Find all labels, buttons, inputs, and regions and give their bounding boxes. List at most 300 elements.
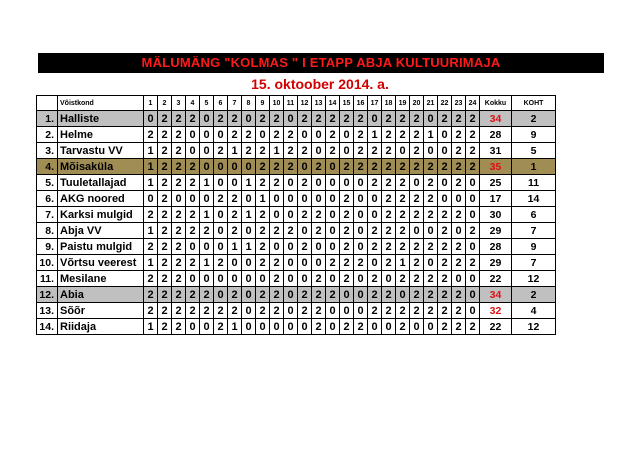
score-cell: 2 [410,207,424,223]
score-cell: 1 [270,143,284,159]
score-cell: 0 [284,111,298,127]
header-round-2: 2 [158,96,172,111]
score-cell: 2 [270,159,284,175]
score-cell: 1 [242,207,256,223]
score-cell: 2 [382,207,396,223]
score-cell: 0 [242,159,256,175]
score-cell: 1 [242,239,256,255]
score-cell: 0 [368,319,382,335]
score-cell: 2 [382,287,396,303]
score-cell: 0 [242,287,256,303]
score-cell: 2 [410,239,424,255]
score-cell: 2 [186,207,200,223]
score-cell: 0 [228,175,242,191]
score-cell: 2 [158,111,172,127]
score-cell: 2 [382,239,396,255]
score-cell: 2 [452,127,466,143]
header-place: KOHT [512,96,556,111]
score-cell: 0 [424,255,438,271]
score-cell: 1 [396,255,410,271]
total-score: 34 [480,111,512,127]
score-cell: 1 [242,175,256,191]
score-cell: 0 [326,191,340,207]
score-cell: 2 [256,223,270,239]
score-cell: 0 [200,143,214,159]
row-number: 3. [37,143,58,159]
score-cell: 1 [200,175,214,191]
score-cell: 2 [368,143,382,159]
score-cell: 2 [326,127,340,143]
score-cell: 2 [284,223,298,239]
score-cell: 2 [396,319,410,335]
score-cell: 0 [186,319,200,335]
score-cell: 2 [200,223,214,239]
place-rank: 2 [512,111,556,127]
score-cell: 0 [284,175,298,191]
score-cell: 2 [396,239,410,255]
score-cell: 2 [466,319,480,335]
score-cell: 2 [340,223,354,239]
row-number: 11. [37,271,58,287]
score-cell: 2 [382,143,396,159]
score-cell: 0 [466,271,480,287]
score-cell: 1 [228,143,242,159]
score-cell: 2 [354,159,368,175]
score-cell: 2 [424,191,438,207]
score-cell: 2 [438,255,452,271]
score-cell: 2 [186,287,200,303]
row-number: 9. [37,239,58,255]
total-score: 25 [480,175,512,191]
score-cell: 0 [242,303,256,319]
team-name: Võrtsu veerest [58,255,144,271]
score-cell: 0 [340,143,354,159]
score-cell: 0 [242,223,256,239]
score-cell: 2 [228,191,242,207]
score-cell: 0 [340,303,354,319]
table-row [37,207,556,223]
score-cell: 2 [438,319,452,335]
score-cell: 0 [326,239,340,255]
header-round-18: 18 [382,96,396,111]
score-cell: 0 [312,175,326,191]
score-cell: 0 [424,111,438,127]
score-cell: 0 [466,175,480,191]
score-cell: 2 [424,207,438,223]
table-row [37,239,556,255]
score-cell: 2 [228,111,242,127]
header-round-12: 12 [298,96,312,111]
score-cell: 0 [256,271,270,287]
score-cell: 2 [340,239,354,255]
score-cell: 2 [158,255,172,271]
header-round-14: 14 [326,96,340,111]
score-cell: 2 [368,271,382,287]
score-cell: 0 [368,207,382,223]
score-cell: 2 [256,111,270,127]
score-cell: 2 [172,271,186,287]
table-row [37,159,556,175]
score-cell: 0 [326,207,340,223]
score-cell: 2 [410,255,424,271]
score-cell: 0 [270,239,284,255]
total-score: 29 [480,255,512,271]
header-round-3: 3 [172,96,186,111]
total-score: 31 [480,143,512,159]
score-cell: 0 [214,223,228,239]
score-cell: 0 [326,159,340,175]
score-cell: 2 [200,303,214,319]
score-cell: 0 [312,191,326,207]
place-rank: 1 [512,159,556,175]
score-cell: 2 [270,127,284,143]
score-cell: 2 [172,223,186,239]
score-cell: 2 [354,255,368,271]
score-cell: 2 [340,159,354,175]
team-name: AKG noored [58,191,144,207]
score-cell: 0 [424,319,438,335]
score-cell: 2 [424,175,438,191]
score-cell: 2 [312,111,326,127]
place-rank: 11 [512,175,556,191]
team-name: Riidaja [58,319,144,335]
score-cell: 0 [354,191,368,207]
score-cell: 2 [354,143,368,159]
score-cell: 0 [214,239,228,255]
score-cell: 0 [200,191,214,207]
score-cell: 0 [326,223,340,239]
score-cell: 2 [382,175,396,191]
score-cell: 0 [466,207,480,223]
score-cell: 2 [368,223,382,239]
total-score: 17 [480,191,512,207]
score-cell: 0 [438,175,452,191]
score-cell: 0 [438,191,452,207]
score-cell: 2 [354,127,368,143]
score-cell: 0 [382,271,396,287]
score-cell: 0 [298,159,312,175]
score-cell: 2 [382,159,396,175]
score-cell: 0 [298,223,312,239]
score-cell: 2 [312,207,326,223]
header-total: Kokku [480,96,512,111]
score-cell: 2 [452,287,466,303]
score-cell: 2 [326,111,340,127]
score-cell: 0 [466,303,480,319]
score-cell: 0 [214,271,228,287]
score-cell: 2 [466,143,480,159]
score-cell: 0 [200,111,214,127]
score-cell: 0 [284,255,298,271]
score-cell: 0 [340,175,354,191]
score-cell: 0 [326,303,340,319]
score-cell: 2 [214,143,228,159]
score-cell: 0 [242,191,256,207]
score-cell: 0 [340,127,354,143]
total-score: 30 [480,207,512,223]
score-cell: 0 [200,271,214,287]
score-cell: 2 [340,111,354,127]
score-cell: 2 [186,159,200,175]
score-cell: 2 [270,255,284,271]
score-cell: 2 [256,255,270,271]
score-cell: 2 [144,239,158,255]
score-cell: 2 [186,303,200,319]
score-cell: 2 [410,111,424,127]
score-cell: 0 [354,175,368,191]
score-cell: 2 [438,303,452,319]
score-cell: 2 [214,303,228,319]
header-round-23: 23 [452,96,466,111]
table-row [37,191,556,207]
score-cell: 2 [368,287,382,303]
score-cell: 0 [214,127,228,143]
place-rank: 9 [512,239,556,255]
score-cell: 2 [466,111,480,127]
score-cell: 2 [158,223,172,239]
header-round-24: 24 [466,96,480,111]
score-cell: 0 [214,207,228,223]
total-score: 22 [480,319,512,335]
score-cell: 2 [214,191,228,207]
score-cell: 0 [396,287,410,303]
header-round-13: 13 [312,96,326,111]
score-cell: 2 [396,191,410,207]
team-name: Karksi mulgid [58,207,144,223]
score-cell: 1 [256,191,270,207]
score-cell: 2 [438,239,452,255]
total-score: 22 [480,271,512,287]
score-cell: 2 [298,239,312,255]
score-cell: 2 [228,287,242,303]
score-cell: 2 [256,143,270,159]
score-cell: 2 [452,159,466,175]
score-cell: 1 [200,255,214,271]
score-cell: 2 [172,319,186,335]
score-cell: 2 [340,271,354,287]
place-rank: 9 [512,127,556,143]
total-score: 32 [480,303,512,319]
score-cell: 2 [158,159,172,175]
score-cell: 2 [326,287,340,303]
score-cell: 2 [340,207,354,223]
score-cell: 1 [200,207,214,223]
score-cell: 0 [438,143,452,159]
table-body [37,111,556,335]
score-cell: 2 [340,319,354,335]
score-cell: 0 [298,271,312,287]
score-cell: 2 [452,319,466,335]
score-cell: 2 [438,159,452,175]
score-cell: 2 [144,271,158,287]
total-score: 34 [480,287,512,303]
score-cell: 2 [410,191,424,207]
score-cell: 2 [172,207,186,223]
total-score: 28 [480,239,512,255]
score-cell: 0 [256,319,270,335]
score-cell: 2 [354,319,368,335]
header-team: Võistkond [58,96,144,111]
score-cell: 2 [396,223,410,239]
team-name: Helme [58,127,144,143]
score-cell: 0 [200,159,214,175]
score-cell: 0 [326,319,340,335]
score-cell: 2 [424,271,438,287]
score-cell: 2 [144,303,158,319]
score-cell: 1 [144,255,158,271]
score-cell: 2 [186,255,200,271]
score-cell: 2 [214,255,228,271]
table-row [37,143,556,159]
score-cell: 2 [186,111,200,127]
place-rank: 4 [512,303,556,319]
score-cell: 0 [438,127,452,143]
score-cell: 2 [158,287,172,303]
score-cell: 2 [452,207,466,223]
score-cell: 2 [298,175,312,191]
score-cell: 2 [424,239,438,255]
score-cell: 0 [270,191,284,207]
score-cell: 2 [256,303,270,319]
score-cell: 0 [452,223,466,239]
place-rank: 12 [512,319,556,335]
header-blank [37,96,58,111]
score-cell: 0 [228,255,242,271]
score-cell: 2 [158,207,172,223]
score-cell: 0 [466,287,480,303]
score-cell: 0 [242,271,256,287]
header-round-19: 19 [396,96,410,111]
score-cell: 2 [186,175,200,191]
team-name: Paistu mulgid [58,239,144,255]
row-number: 8. [37,223,58,239]
score-cell: 2 [312,303,326,319]
score-cell: 2 [144,127,158,143]
score-cell: 1 [144,143,158,159]
team-name: Abia [58,287,144,303]
table-row [37,287,556,303]
row-number: 2. [37,127,58,143]
score-cell: 0 [214,175,228,191]
score-cell: 2 [410,127,424,143]
place-rank: 14 [512,191,556,207]
team-name: Sõõr [58,303,144,319]
score-cell: 2 [382,127,396,143]
score-cell: 2 [368,303,382,319]
score-cell: 2 [312,271,326,287]
score-cell: 2 [382,255,396,271]
score-cell: 0 [298,191,312,207]
header-round-7: 7 [228,96,242,111]
score-cell: 0 [424,223,438,239]
score-cell: 2 [186,223,200,239]
score-cell: 2 [438,111,452,127]
score-cell: 0 [410,223,424,239]
score-cell: 2 [368,239,382,255]
header-round-9: 9 [256,96,270,111]
score-cell: 2 [438,271,452,287]
score-cell: 0 [354,223,368,239]
score-cell: 2 [172,255,186,271]
score-cell: 1 [144,159,158,175]
score-cell: 2 [438,207,452,223]
event-date: 15. oktoober 2014. a. [251,76,389,92]
header-round-8: 8 [242,96,256,111]
header-round-1: 1 [144,96,158,111]
score-cell: 2 [256,159,270,175]
score-cell: 2 [452,143,466,159]
score-cell: 0 [466,191,480,207]
table-row [37,255,556,271]
team-name: Mõisaküla [58,159,144,175]
score-cell: 2 [158,303,172,319]
team-name: Tuuletallajad [58,175,144,191]
row-number: 1. [37,111,58,127]
score-cell: 2 [396,271,410,287]
score-cell: 0 [228,271,242,287]
score-cell: 0 [228,159,242,175]
team-name: Halliste [58,111,144,127]
place-rank: 2 [512,287,556,303]
score-cell: 0 [368,255,382,271]
score-cell: 0 [354,303,368,319]
score-cell: 1 [228,319,242,335]
score-cell: 2 [228,223,242,239]
score-cell: 0 [144,111,158,127]
score-cell: 0 [354,207,368,223]
score-cell: 0 [396,143,410,159]
header-round-10: 10 [270,96,284,111]
score-cell: 2 [382,111,396,127]
score-cell: 2 [270,111,284,127]
score-cell: 0 [466,239,480,255]
header-round-20: 20 [410,96,424,111]
score-cell: 2 [326,255,340,271]
score-cell: 2 [158,239,172,255]
score-cell: 0 [186,127,200,143]
score-cell: 1 [368,127,382,143]
header-round-5: 5 [200,96,214,111]
score-cell: 0 [354,287,368,303]
score-cell: 2 [144,207,158,223]
score-cell: 2 [256,239,270,255]
score-cell: 2 [158,175,172,191]
score-cell: 0 [200,127,214,143]
score-cell: 0 [284,319,298,335]
row-number: 13. [37,303,58,319]
score-cell: 0 [326,175,340,191]
score-cell: 2 [452,175,466,191]
table-row [37,223,556,239]
score-cell: 0 [242,111,256,127]
score-cell: 2 [410,143,424,159]
place-rank: 12 [512,271,556,287]
score-cell: 2 [172,159,186,175]
score-cell: 2 [396,159,410,175]
score-cell: 2 [298,111,312,127]
table-row [37,271,556,287]
score-cell: 1 [228,239,242,255]
score-cell: 2 [410,271,424,287]
score-cell: 2 [158,143,172,159]
score-cell: 0 [312,127,326,143]
page-title: MÄLUMÄNG "KOLMAS " I ETAPP ABJA KULTUURIMAJA [38,53,604,73]
score-cell: 2 [270,287,284,303]
score-cell: 1 [144,175,158,191]
score-cell: 0 [298,255,312,271]
score-cell: 0 [368,111,382,127]
score-cell: 2 [158,271,172,287]
